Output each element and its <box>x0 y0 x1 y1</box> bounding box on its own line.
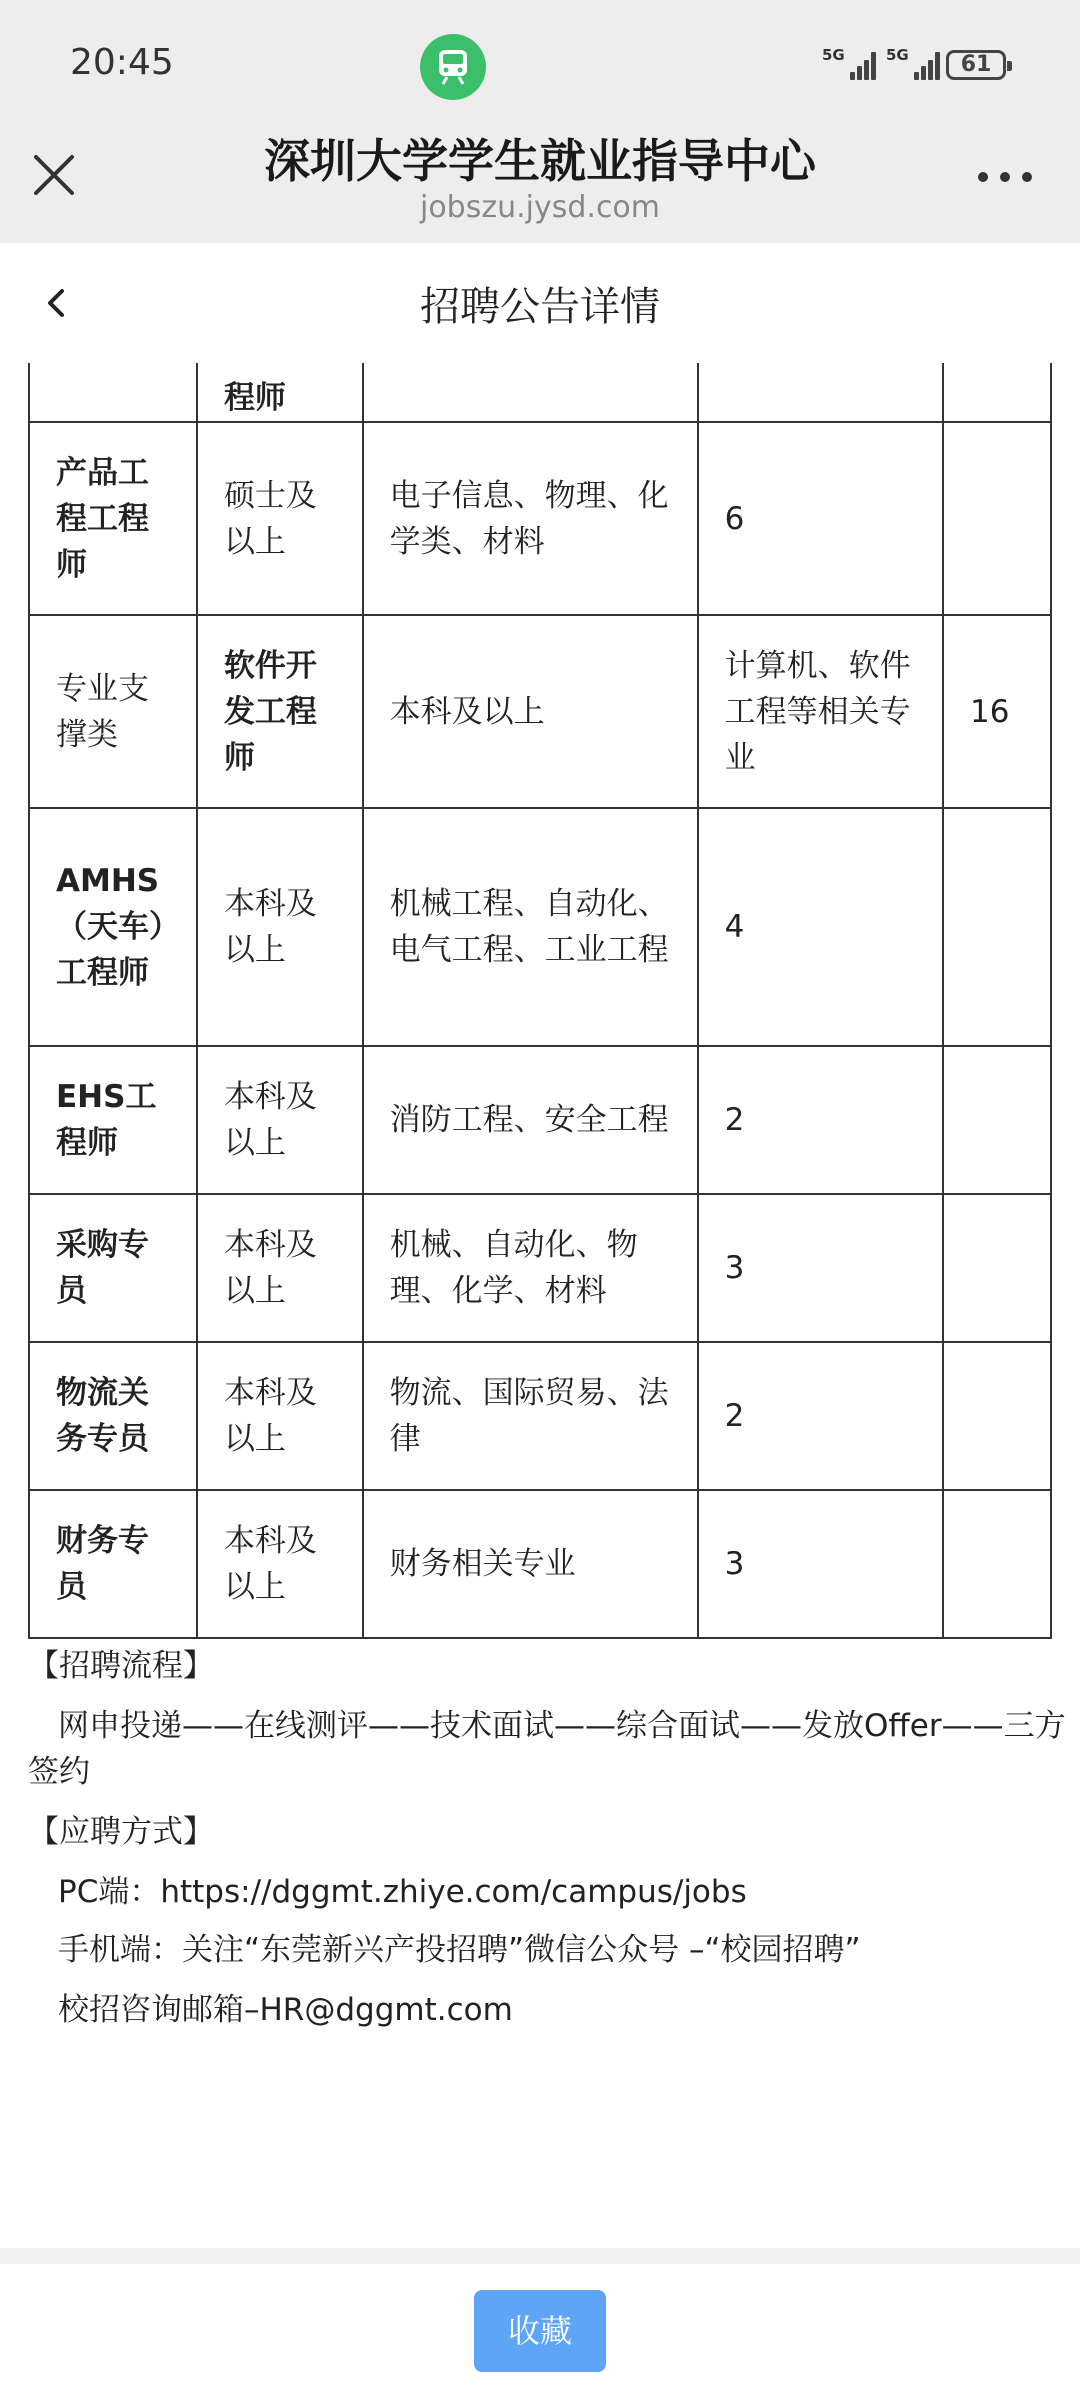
table-cell: 本科及以上 <box>197 1194 363 1342</box>
process-heading: 【招聘流程】 <box>28 1648 214 1684</box>
table-cell: 财务相关专业 <box>363 1490 698 1638</box>
table-cell <box>943 1490 1051 1638</box>
table-cell: 机械工程、自动化、电气工程、工业工程 <box>363 808 698 1046</box>
table-cell: 3 <box>698 1194 943 1342</box>
table-cell: 本科及以上 <box>197 1046 363 1194</box>
table-cell: 本科及以上 <box>197 1342 363 1490</box>
mobile-apply-text: 手机端：关注“东莞新兴产投招聘”微信公众号 –“校园招聘” <box>58 1932 861 1968</box>
table-cell: 本科及以上 <box>197 1490 363 1638</box>
status-time: 20:45 <box>70 42 174 83</box>
table-cell: 产品工程工程师 <box>29 422 197 615</box>
table-cell <box>943 1046 1051 1194</box>
table-cell <box>943 422 1051 615</box>
table-cell: 采购专员 <box>29 1194 197 1342</box>
table-row <box>29 1342 1051 1490</box>
table-row <box>29 363 1051 422</box>
table-cell: EHS工程师 <box>29 1046 197 1194</box>
table-cell: 6 <box>698 422 943 615</box>
table-cell: 2 <box>698 1342 943 1490</box>
process-text: 签约 <box>28 1754 90 1790</box>
table-cell: 消防工程、安全工程 <box>363 1046 698 1194</box>
table-cell: 本科及以上 <box>363 615 698 808</box>
train-icon <box>420 34 486 100</box>
table-cell: 电子信息、物理、化学类、材料 <box>363 422 698 615</box>
pc-apply-link[interactable]: PC端：https://dggmt.zhiye.com/campus/jobs <box>58 1874 747 1910</box>
favorite-button[interactable]: 收藏 <box>474 2290 606 2372</box>
table-cell <box>943 1342 1051 1490</box>
table-cell <box>943 1194 1051 1342</box>
table-row <box>29 615 1051 808</box>
contact-email[interactable]: 校招咨询邮箱–HR@dggmt.com <box>58 1992 513 2028</box>
table-cell <box>29 363 197 422</box>
table-cell: 程师 <box>197 363 363 422</box>
site-url: jobszu.jysd.com <box>419 190 661 225</box>
table-cell: 财务专员 <box>29 1490 197 1638</box>
table-cell <box>943 808 1051 1046</box>
article-content <box>0 363 1080 2248</box>
table-cell: AMHS（天车）工程师 <box>29 808 197 1046</box>
table-cell: 3 <box>698 1490 943 1638</box>
page-title: 招聘公告详情 <box>420 284 660 330</box>
site-title: 深圳大学学生就业指导中心 <box>264 134 816 188</box>
table-cell: 16 <box>943 615 1051 808</box>
table-cell: 物流关务专员 <box>29 1342 197 1490</box>
table-cell: 软件开发工程师 <box>197 615 363 808</box>
table-cell: 本科及以上 <box>197 808 363 1046</box>
more-icon[interactable] <box>976 160 1036 190</box>
table-cell <box>943 363 1051 422</box>
process-text: 网申投递——在线测评——技术面试——综合面试——发放Offer——三方 <box>58 1708 1066 1744</box>
table-row <box>29 1490 1051 1638</box>
table-cell <box>698 363 943 422</box>
table-row <box>29 1046 1051 1194</box>
table-cell: 机械、自动化、物理、化学、材料 <box>363 1194 698 1342</box>
table-row <box>29 808 1051 1046</box>
table-cell: 专业支撑类 <box>29 615 197 808</box>
apply-heading: 【应聘方式】 <box>28 1814 214 1850</box>
table-cell <box>363 363 698 422</box>
table-cell: 4 <box>698 808 943 1046</box>
page-header <box>0 243 1080 363</box>
battery-icon: 61 <box>946 50 1006 80</box>
table-row <box>29 1194 1051 1342</box>
table-cell: 计算机、软件工程等相关专业 <box>698 615 943 808</box>
table-row <box>29 422 1051 615</box>
table-cell: 硕士及以上 <box>197 422 363 615</box>
browser-header: 20:45 5G 5G 61 深圳大学学生就业指导中心 jobszu.jysd.com <box>0 0 1080 243</box>
divider <box>0 2248 1080 2264</box>
job-table <box>28 363 1052 1639</box>
table-cell: 物流、国际贸易、法律 <box>363 1342 698 1490</box>
table-cell: 2 <box>698 1046 943 1194</box>
